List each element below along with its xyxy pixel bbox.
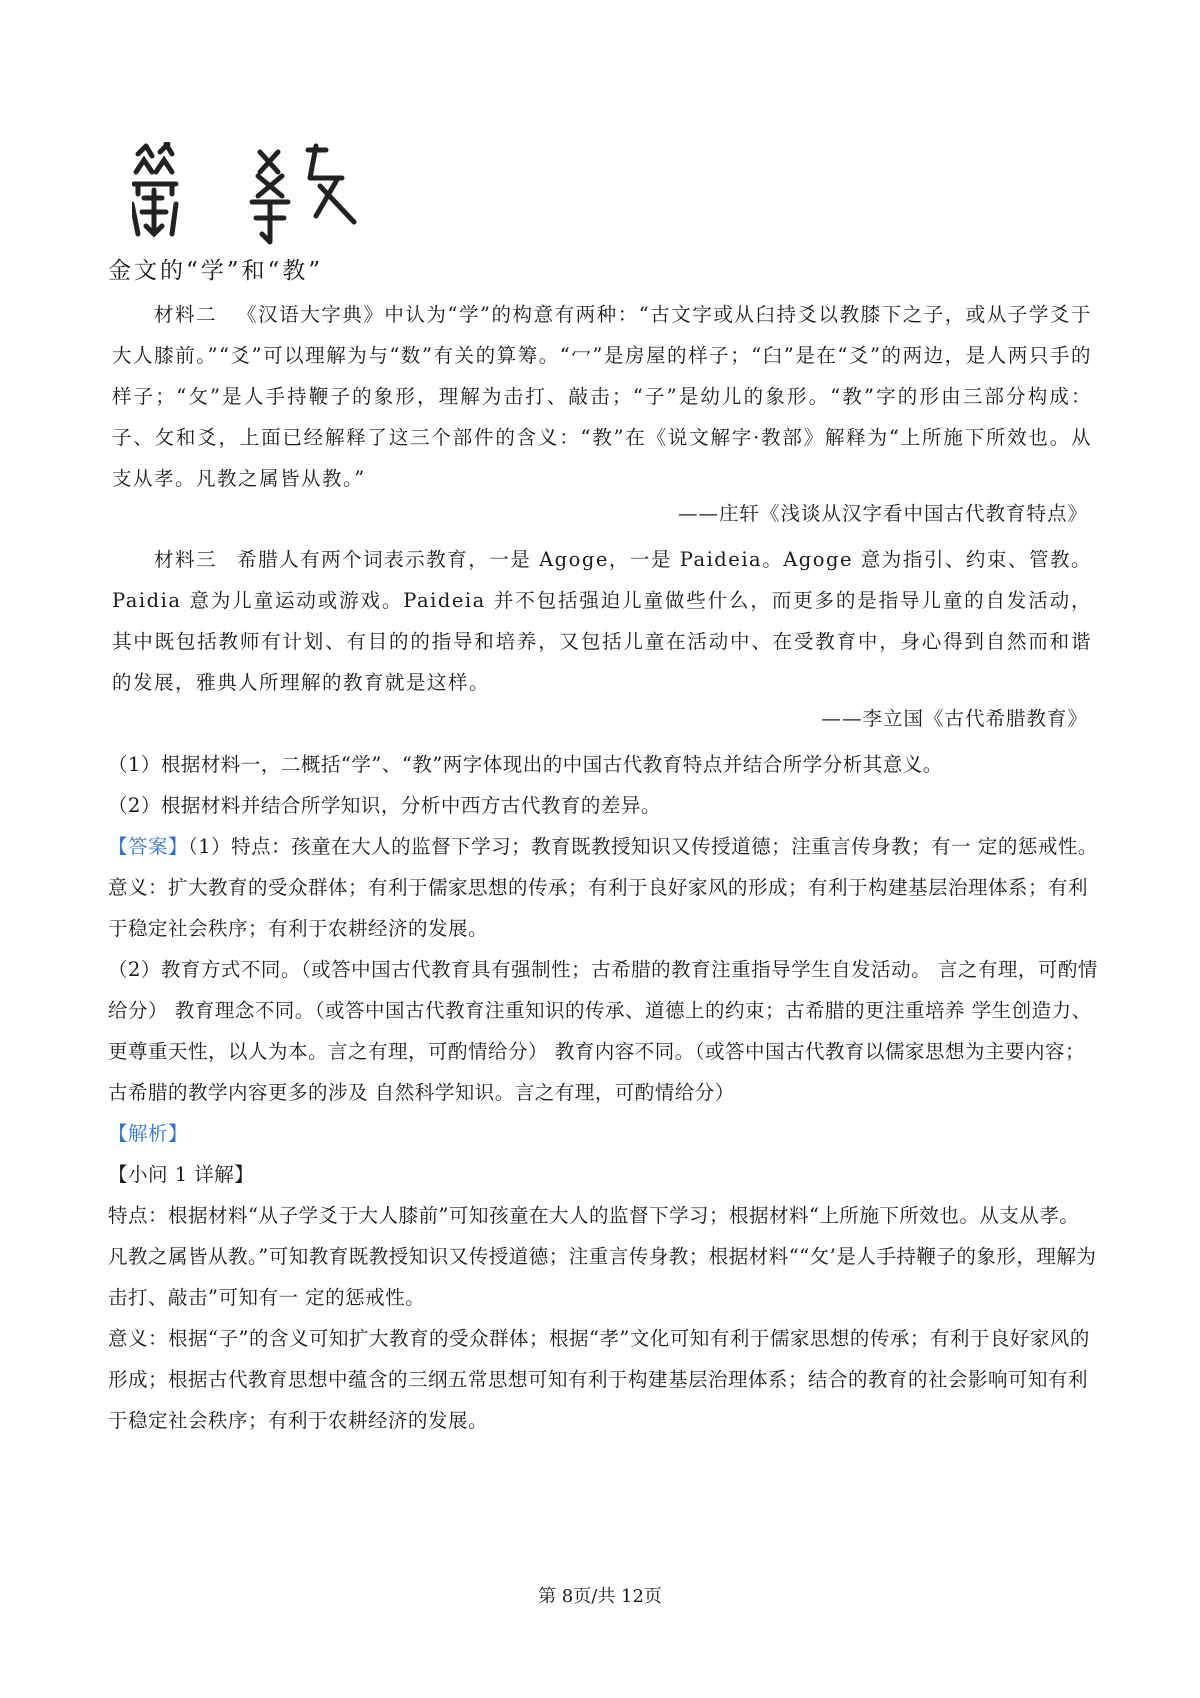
figure-caption: 金文的“学”和“教”	[108, 258, 324, 284]
analysis-features: 特点：根据材料“从子学爻于大人膝前”可知孩童在大人的监督下学习；根据材料“上所施下所效也。从支从孝。凡教之属皆从教。”可知教育既教授知识又传授道德；注重言传身教；根据材料““攵’是人手持鞭子的象形，理解为击打、敲击”可知有一 定的惩戒性。	[108, 1204, 1097, 1309]
material-three-text: 希腊人有两个词表示教育，一是 Agoge，一是 Paideia。Agoge 意为指引、约束、管教。Paidia 意为儿童运动或游戏。Paideia 并不包括强迫儿童做些什么，而更多的是指导儿童的自发活动，其中既包括教师有计划、有目的的指导和培养，又包括儿童在活动中、在受教育中，身心得到自然而和谐的发展，雅典人所理解的教育就是这样。	[112, 548, 1092, 694]
answer-part-two: （2）教育方式不同。（或答中国古代教育具有强制性；古希腊的教育注重指导学生自发活动。 言之有理，可酌情给分） 教育理念不同。（或答中国古代教育注重知识的传承、道德上的约束；古希腊的更注重培养 学生创造力、更尊重天性，以人为本。言之有理，可酌情给分） 教育内容不同。（或答中国古代教育以儒家思想为主要内容；古希腊的教学内容更多的涉及 自然科学知识。言之有理，可酌情给分）	[108, 958, 1098, 1104]
answer-significance: 意义：扩大教育的受众群体；有利于儒家思想的传承；有利于良好家风的形成；有利于构建基层治理体系；有利于稳定社会秩序；有利于农耕经济的发展。	[108, 876, 1089, 940]
material-two-text: 《汉语大字典》中认为“学”的构意有两种：“古文字或从臼持爻以教膝下之子，或从子学爻于大人膝前。”“爻”可以理解为与“数”有关的算筹。“冖”是房屋的样子；“臼”是在“爻”的两边，是人两只手的样子；“攵”是人手持鞭子的象形，理解为击打、敲击；“子”是幼儿的象形。“教”字的形由三部分构成：子、攵和爻，上面已经解释了这三个部件的含义：“教”在《说文解字·教部》解释为“上所施下所效也。从支从孝。凡教之属皆从教。”	[112, 303, 1092, 490]
material-two	[112, 294, 1092, 499]
material-three	[112, 539, 1092, 703]
material-three-source: ——李立国《古代希腊教育》	[821, 707, 1088, 730]
material-three-label: 材料三	[154, 548, 218, 571]
analysis-significance: 意义：根据“子”的含义可知扩大教育的受众群体；根据“孝”文化可知有利于儒家思想的传承；有利于良好家风的形成；根据古代教育思想中蕴含的三纲五常思想可知有利于构建基层治理体系；结合的教育的社会影响可知有利于稳定社会秩序；有利于农耕经济的发展。	[108, 1327, 1090, 1432]
page-number: 第 8页/共 12页	[538, 1586, 662, 1607]
answer-tag: 【答案】	[108, 835, 189, 858]
question-one: （1）根据材料一，二概括“学”、“教”两字体现出的中国古代教育特点并结合所学分析其意义。	[108, 753, 943, 776]
material-two-source: ——庄轩《浅谈从汉字看中国古代教育特点》	[677, 502, 1088, 525]
answer-section	[108, 744, 1098, 1441]
analysis-subquestion-one: 【小问 1 详解】	[108, 1163, 255, 1186]
question-two: （2）根据材料并结合所学知识，分析中西方古代教育的差异。	[108, 794, 661, 817]
material-two-label: 材料二	[154, 303, 218, 326]
bronze-inscription-image	[132, 142, 372, 252]
answer-part-one: （1）特点：孩童在大人的监督下学习；教育既教授知识又传授道德；注重言传身教；有一 定的惩戒性。	[188, 835, 1098, 858]
analysis-tag: 【解析】	[108, 1122, 189, 1145]
